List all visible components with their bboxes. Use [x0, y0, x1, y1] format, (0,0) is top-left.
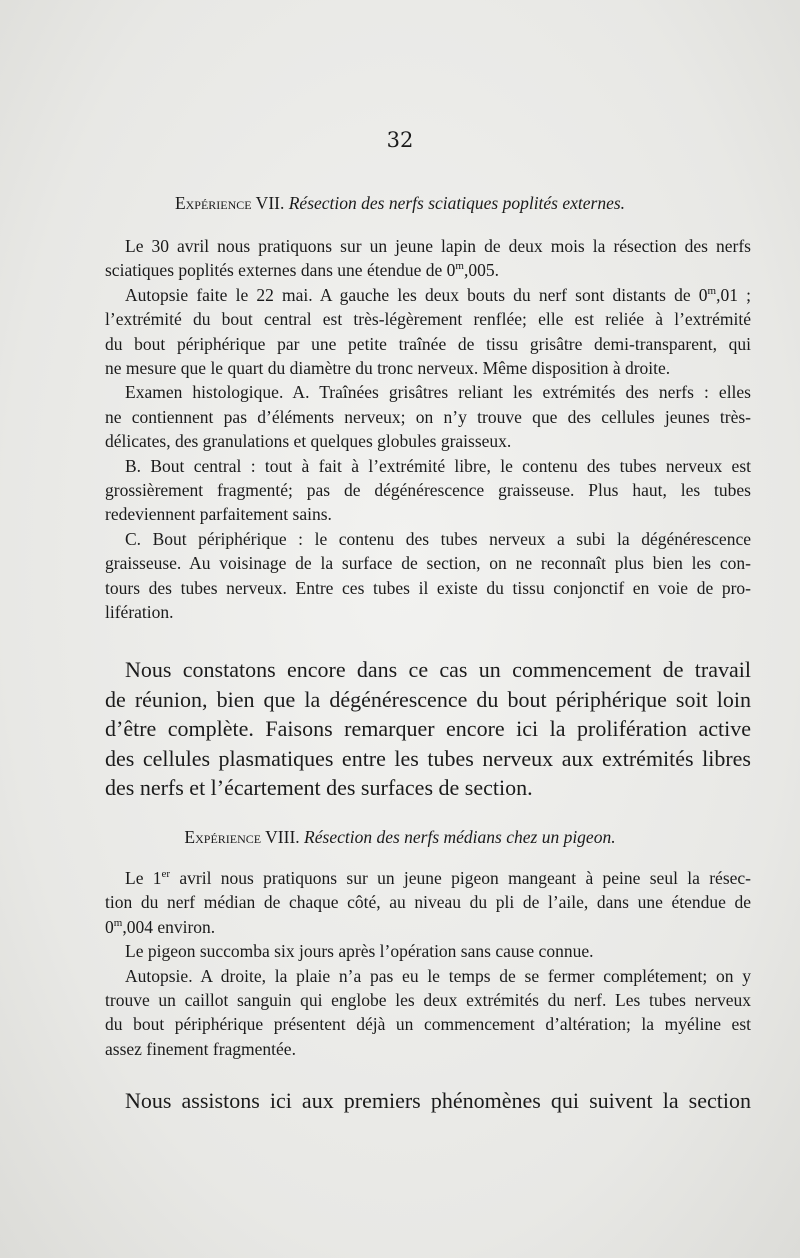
- text-line: l’extrémité du bout central est très-légèrement renflée; elle est reliée à l’extrémité: [105, 309, 751, 330]
- experiment-8-label: Expérience VIII.: [184, 827, 300, 847]
- page-number: 32: [386, 128, 414, 152]
- experiment-7-label: Expérience VII.: [174, 193, 285, 213]
- experiment-8-heading: [0, 827, 800, 848]
- text-line: redeviennent parfaitement sains.: [105, 504, 332, 525]
- text-line: B. Bout central : tout à fait à l’extrémité libre, le contenu des tubes nerveux est: [125, 455, 751, 476]
- experiment-8-title: Résection des nerfs médians chez un pigeon.: [304, 827, 616, 847]
- text-line: grossièrement fragmenté; pas de dégénérescence graisseuse. Plus haut, les tubes: [105, 480, 751, 501]
- experiment-8-body: [105, 866, 751, 1061]
- text-line: des cellules plasmatiques entre les tubes nerveux aux extrémités libres: [105, 745, 751, 771]
- experiment-7-heading: [0, 193, 800, 214]
- text-line: trouve un caillot sanguin qui englobe les deux extrémités du nerf. Les tubes nerveux: [105, 990, 751, 1011]
- text-line: du bout périphérique présentent déjà un commencement d’altération; la myéline est: [105, 1014, 751, 1035]
- text-line: ne mesure que le quart du diamètre du tronc nerveux. Même disposition à droite.: [105, 358, 671, 379]
- text-line: Le pigeon succomba six jours après l’opération sans cause connue.: [125, 941, 594, 962]
- experiment-7-body: [105, 234, 751, 625]
- text-line: Examen histologique. A. Traînées grisâtres reliant les extrémités des nerfs : elles: [125, 382, 751, 403]
- commentary-2: [105, 1086, 751, 1116]
- text-line: des nerfs et l’écartement des surfaces de section.: [105, 775, 533, 800]
- text-line: Autopsie. A droite, la plaie n’a pas eu le temps de se fermer complétement; on y: [125, 965, 751, 986]
- text-line: assez finement fragmentée.: [105, 1038, 296, 1059]
- text-line: ne contiennent pas d’éléments nerveux; on n’y trouve que des cellules jeunes très-: [105, 406, 751, 427]
- text-line: d’être complète. Faisons remarquer encore ici la prolifération active: [105, 716, 751, 741]
- text-line: Nous assistons ici aux premiers phénomènes qui suivent la section: [125, 1088, 751, 1113]
- text-line: C. Bout périphérique : le contenu des tubes nerveux a subi la dégénérescence: [125, 528, 751, 549]
- text-line: tion du nerf médian de chaque côté, au niveau du pli de l’aile, dans une étendue de: [105, 892, 751, 913]
- text-line: délicates, des granulations et quelques globules graisseux.: [105, 431, 512, 452]
- text-line: tours des tubes nerveux. Entre ces tubes il existe du tissu conjonctif en voie de pro-: [105, 577, 751, 598]
- text-line: Le 1er avril nous pratiquons sur un jeune pigeon mangeant à peine seul la résec-: [125, 868, 751, 888]
- text-line: 0$^m$,004 environ.: [105, 916, 216, 937]
- text-line: sciatiques poplités externes dans une étendue de 0$^m$,005.: [105, 260, 499, 281]
- commentary-1: [105, 655, 751, 803]
- text-line: Nous constatons encore dans ce cas un commencement de travail: [125, 657, 751, 682]
- text-line: lifération.: [105, 602, 174, 623]
- text-line: Autopsie faite le 22 mai. A gauche les deux bouts du nerf sont distants de 0$^m$,01 ;: [125, 284, 751, 305]
- text-line: graisseuse. Au voisinage de la surface de section, on ne reconnaît plus bien les con-: [105, 553, 751, 574]
- text-line: Le 30 avril nous pratiquons sur un jeune lapin de deux mois la résection des nerfs: [125, 236, 751, 256]
- text-line: du bout périphérique par une petite traînée de tissu grisâtre demi-transparent, qui: [105, 333, 751, 354]
- text-line: de réunion, bien que la dégénérescence du bout périphérique soit loin: [105, 686, 751, 712]
- experiment-7-title: Résection des nerfs sciatiques poplités externes.: [288, 193, 626, 213]
